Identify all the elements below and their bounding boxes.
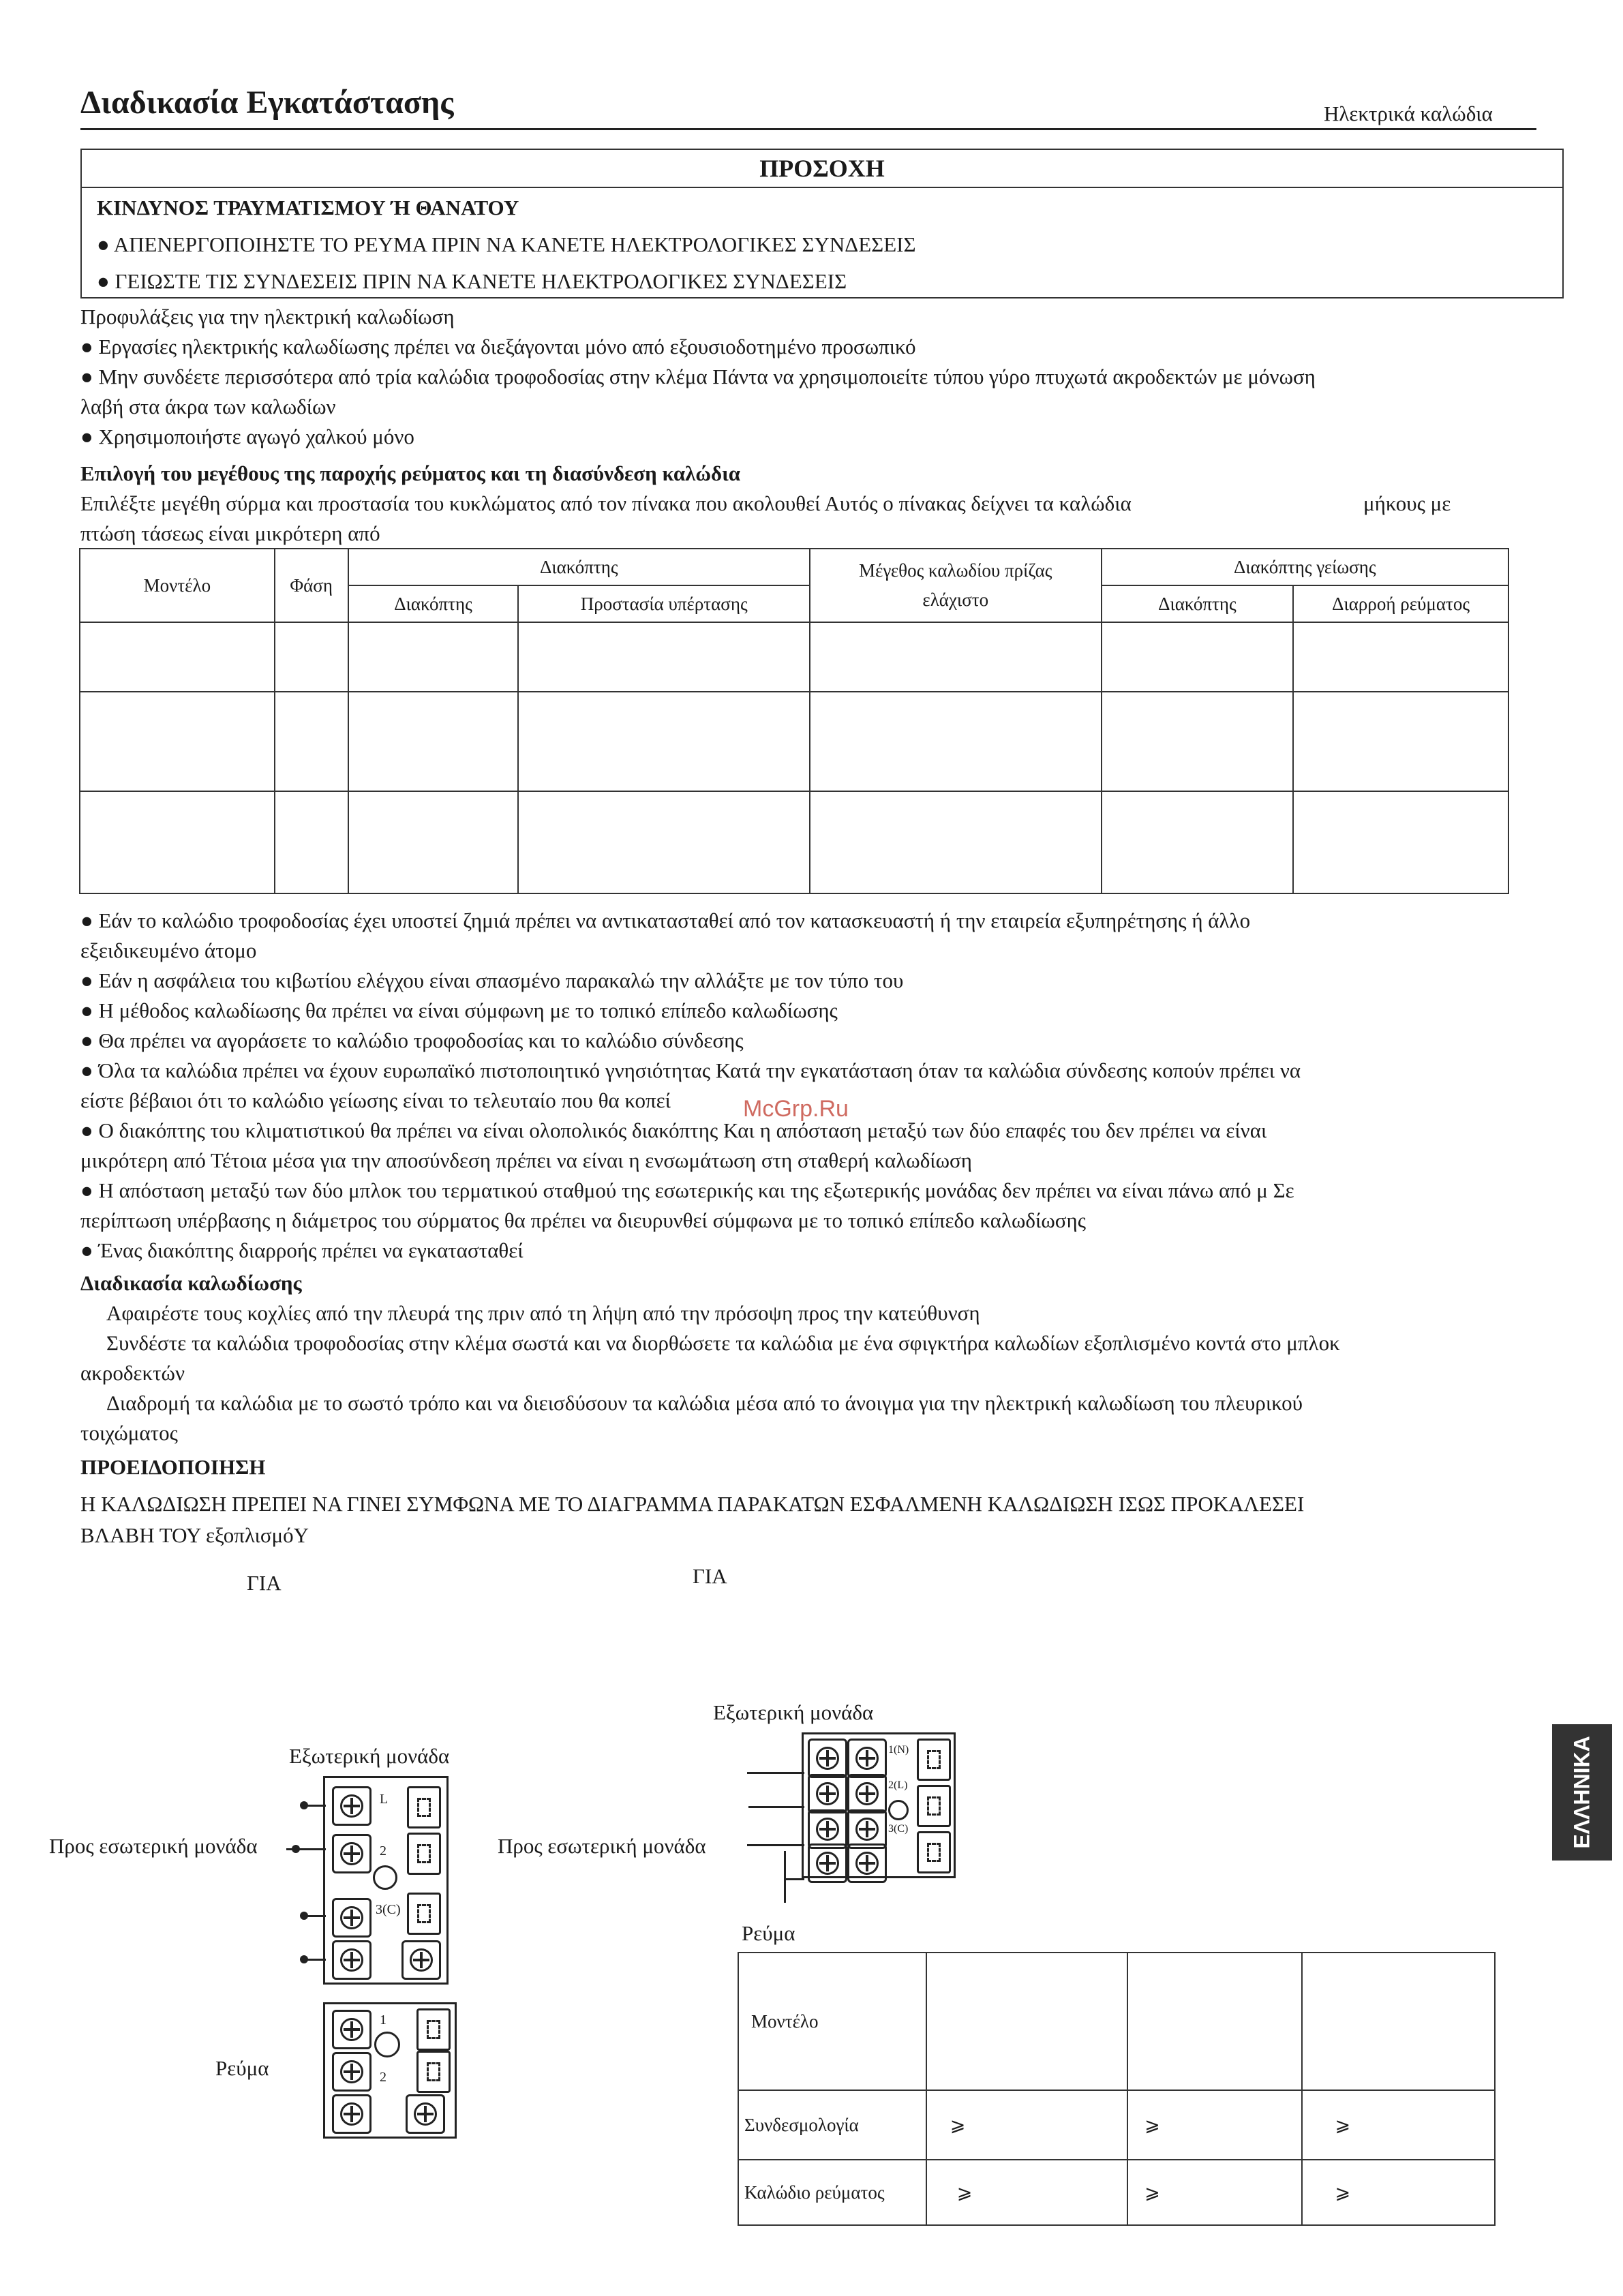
connector (917, 1739, 951, 1781)
note-line: ● Εάν η ασφάλεια του κιβωτίου ελέγχου είναι σπασμένο παρακαλώ την αλλάξτε με τον τύπο του (80, 968, 904, 992)
note-line: ● Ο διακόπτης του κλιματιστικού θα πρέπει να είναι ολοπολικός διακόπτης Και η απόσταση μεταξύ των δύο επαφές του δεν πρέπει να είναι (80, 1118, 1267, 1142)
col-earth-switch: Διακόπτης (1102, 585, 1294, 622)
col-cable-size (810, 549, 1102, 622)
right-outdoor-label: Εξωτερική μονάδα (713, 1700, 874, 1724)
connector (416, 2051, 451, 2093)
procedure-line: Διαδρομή τα καλώδια με το σωστό τρόπο και να διεισδύσουν τα καλώδια μέσα από το άνοιγμα για την ηλεκτρική καλωδίωση του πλευρικού (106, 1391, 1303, 1415)
terminal (401, 1940, 441, 1980)
selection-line: πτώση τάσεως είναι μικρότερη από (80, 521, 380, 545)
language-tab-label: ΕΛΛΗΝΙΚΑ (1569, 1736, 1594, 1849)
left-outdoor-label: Εξωτερική μονάδα (289, 1744, 450, 1768)
warning-line: ΒΛΑΒΗ ΤΟΥ εξοπλισμόΥ (80, 1523, 309, 1547)
note-line: περίπτωση υπέρβασης η διάμετρος του σύρματος θα πρέπει να διευρυνθεί σύμφωνα με το τοπικό επίπεδο καλωδίωσης (80, 1208, 1086, 1232)
left-terminal-block (323, 1776, 449, 1985)
table-row (80, 791, 1508, 893)
wire-end (300, 1955, 308, 1963)
connection-value: ⩾ (1302, 2090, 1495, 2160)
row-power-cable-label: Καλώδιο ρεύματος (738, 2160, 926, 2225)
note-line: εξειδικευμένο άτομο (80, 938, 257, 962)
connector (416, 2008, 451, 2051)
terminal (847, 1774, 887, 1813)
wire (747, 1844, 804, 1846)
precaution-line: λαβή στα άκρα των καλωδίων (80, 395, 336, 418)
power-cable-value: ⩾ (1302, 2160, 1495, 2225)
terminal (406, 2094, 445, 2134)
left-power-block (323, 2002, 457, 2139)
connector (407, 1833, 441, 1875)
note-line: ● Η απόσταση μεταξύ των δύο μπλοκ του τερματικού σταθμού της εσωτερικής και της εξωτερικής μονάδας δεν πρέπει να είναι πάνω από μ Σε (80, 1178, 1294, 1202)
language-tab (1552, 1724, 1612, 1861)
procedure-heading: Διαδικασία καλωδίωσης (80, 1271, 302, 1295)
right-to-indoor-label: Προς εσωτερική μονάδα (498, 1834, 706, 1858)
caution-title: ΠΡΟΣΟΧΗ (82, 150, 1562, 188)
power-terminal-label: 1 (380, 2012, 386, 2027)
procedure-line: Συνδέστε τα καλώδια τροφοδοσίας στην κλέμα σωστά και να διορθώσετε τα καλώδια με ένα σφιγκτήρα καλωδίων εξοπλισμένο κοντά στο μπλοκ (106, 1331, 1340, 1355)
terminal (332, 2052, 371, 2092)
note-line: ● Ένας διακόπτης διαρροής πρέπει να εγκατασταθεί (80, 1238, 524, 1262)
note-line: μικρότερη από Τέτοια μέσα για την αποσύνδεση πρέπει να είναι η ενσωμάτωση στη σταθερή καλωδίωση (80, 1148, 972, 1172)
terminal-label: L (380, 1792, 389, 1807)
terminal-label: 1(N) (888, 1744, 909, 1756)
terminal-label: 3(C) (888, 1823, 909, 1835)
terminal-label: 2 (380, 1843, 386, 1858)
note-line: ● Η μέθοδος καλωδίωσης θα πρέπει να είναι σύμφωνη με το τοπικό επίπεδο καλωδίωσης (80, 998, 838, 1022)
warning-line: Η ΚΑΛΩΔΙΩΣΗ ΠΡΕΠΕΙ ΝΑ ΓΙΝΕΙ ΣΥΜΦΩΝΑ ΜΕ ΤΟ ΔΙΑΓΡΑΜΜΑ ΠΑΡΑΚΑΤΩΝ ΕΣΦΑΛΜΕΝΗ ΚΑΛΩΔΙΩΣΗ ΙΣΩΣ ΠΡΟΚΑΛΕΣΕΙ (80, 1492, 1305, 1516)
cable-size-label: Μέγεθος καλωδίου πρίζας (859, 560, 1052, 581)
wire (784, 1851, 786, 1903)
col-switch-group: Διακόπτης (348, 549, 810, 585)
caution-item: ● ΓΕΙΩΣΤΕ ΤΙΣ ΣΥΝΔΕΣΕΙΣ ΠΡΙΝ ΝΑ ΚΑΝΕΤΕ ΗΛΕΚΤΡΟΛΟΓΙΚΕΣ ΣΥΝΔΕΣΕΙΣ (97, 269, 847, 293)
wire-end (300, 1801, 308, 1809)
connection-value: ⩾ (1127, 2090, 1301, 2160)
precaution-line: ● Μην συνδέετε περισσότερα από τρία καλώδια τροφοδοσίας στην κλέμα Πάντα να χρησιμοποιείτε τύπου γύρο πτυχωτά ακροδεκτών με μόνωση (80, 365, 1316, 388)
for-label-right: ΓΙΑ (693, 1564, 727, 1588)
ground-post (374, 2032, 400, 2057)
connector (917, 1785, 951, 1827)
terminal (847, 1843, 887, 1883)
wire-end (292, 1845, 300, 1853)
cable-min-label: ελάχιστο (922, 590, 989, 610)
terminal (332, 1786, 371, 1826)
ground-post (888, 1800, 909, 1820)
wire (748, 1806, 804, 1808)
table-row (80, 692, 1508, 791)
for-label-left: ΓΙΑ (247, 1571, 282, 1595)
note-line: ● Θα πρέπει να αγοράσετε το καλώδιο τροφοδοσίας και το καλώδιο σύνδεσης (80, 1028, 744, 1052)
table-row (80, 622, 1508, 692)
row-connection-label: Συνδεσμολογία (738, 2090, 926, 2160)
col-switch: Διακόπτης (348, 585, 519, 622)
warning-heading: ΠΡΟΕΙΔΟΠΟΙΗΣΗ (80, 1455, 266, 1479)
terminal (808, 1774, 847, 1813)
terminal (332, 1834, 371, 1873)
note-line: ● Όλα τα καλώδια πρέπει να έχουν ευρωπαϊκό πιστοποιητικό γνησιότητας Κατά την εγκατάσταση όταν τα καλώδια σύνδεσης κοπούν πρέπει να (80, 1058, 1301, 1082)
procedure-line: τοιχώματος (80, 1421, 178, 1445)
caution-box (80, 149, 1564, 299)
selection-line-tail: μήκους με (1363, 491, 1451, 515)
selection-line: Επιλέξτε μεγέθη σύρμα και προστασία του κυκλώματος από τον πίνακα που ακολουθεί Αυτός ο πίνακας δείχνει τα καλώδια (80, 491, 1132, 515)
selection-heading: Επιλογή του μεγέθους της παροχής ρεύματος και τη διασύνδεση καλώδια (80, 461, 741, 485)
section-title: Ηλεκτρικά καλώδια (1324, 102, 1493, 125)
left-power-label: Ρεύμα (215, 2056, 269, 2080)
right-terminal-block (802, 1732, 956, 1878)
header-rule (80, 128, 1536, 130)
col-model: Μοντέλο (80, 549, 275, 622)
terminal (847, 1739, 887, 1778)
wire-end (300, 1912, 308, 1920)
precaution-line: ● Χρησιμοποιήστε αγωγό χαλκού μόνο (80, 425, 414, 448)
wire (747, 1772, 804, 1774)
connector (407, 1786, 441, 1828)
right-power-label: Ρεύμα (742, 1921, 795, 1945)
note-line: ● Εάν το καλώδιο τροφοδοσίας έχει υποστεί ζημιά πρέπει να αντικατασταθεί από τον κατασκευαστή ή την εταιρεία εξυπηρέτησης ή άλλο (80, 908, 1251, 932)
procedure-line: Αφαιρέστε τους κοχλίες από την πλευρά της πριν από τη λήψη από την πρόσοψη προς την κατεύθυνση (106, 1301, 980, 1325)
caution-item: ● ΑΠΕΝΕΡΓΟΠΟΙΗΣΤΕ ΤΟ ΡΕΥΜΑ ΠΡΙΝ ΝΑ ΚΑΝΕΤΕ ΗΛΕΚΤΡΟΛΟΓΙΚΕΣ ΣΥΝΔΕΣΕΙΣ (97, 232, 916, 256)
wiring-spec-table (79, 548, 1509, 894)
ground-post (373, 1865, 397, 1890)
terminal (332, 2010, 371, 2049)
col-phase: Φάση (275, 549, 348, 622)
col-overcurrent: Προστασία υπέρτασης (518, 585, 810, 622)
power-cable-value: ⩾ (926, 2160, 1127, 2225)
wire (784, 1878, 804, 1880)
row-model-label: Μοντέλο (738, 1953, 926, 2090)
terminal-label: 2(L) (888, 1779, 908, 1791)
watermark: McGrp.Ru (743, 1096, 849, 1122)
terminal (808, 1739, 847, 1778)
terminal (808, 1843, 847, 1883)
connector (407, 1893, 441, 1935)
caution-subtitle: ΚΙΝΔΥΝΟΣ ΤΡΑΥΜΑΤΙΣΜΟΥ Ή ΘΑΝΑΤΟΥ (97, 196, 519, 219)
terminal (332, 1940, 371, 1980)
model-cable-table (738, 1952, 1496, 2226)
terminal (332, 2094, 371, 2134)
power-cable-value: ⩾ (1127, 2160, 1301, 2225)
connector (917, 1831, 951, 1873)
terminal-label: 3(C) (376, 1902, 401, 1917)
precaution-line: ● Εργασίες ηλεκτρικής καλωδίωσης πρέπει να διεξάγονται μόνο από εξουσιοδοτημένο προσωπικό (80, 335, 916, 358)
precautions-heading: Προφυλάξεις για την ηλεκτρική καλωδίωση (80, 305, 455, 328)
procedure-line: ακροδεκτών (80, 1361, 185, 1385)
connection-value: ⩾ (926, 2090, 1127, 2160)
terminal (332, 1898, 371, 1938)
power-terminal-label: 2 (380, 2070, 386, 2085)
page-title: Διαδικασία Εγκατάστασης (80, 85, 454, 121)
note-line: είστε βέβαιοι ότι το καλώδιο γείωσης είναι το τελευταίο που θα κοπεί (80, 1088, 671, 1112)
col-earth-group: Διακόπτης γείωσης (1102, 549, 1509, 585)
left-to-indoor-label: Προς εσωτερική μονάδα (49, 1834, 258, 1858)
col-leakage: Διαρροή ρεύματος (1293, 585, 1508, 622)
